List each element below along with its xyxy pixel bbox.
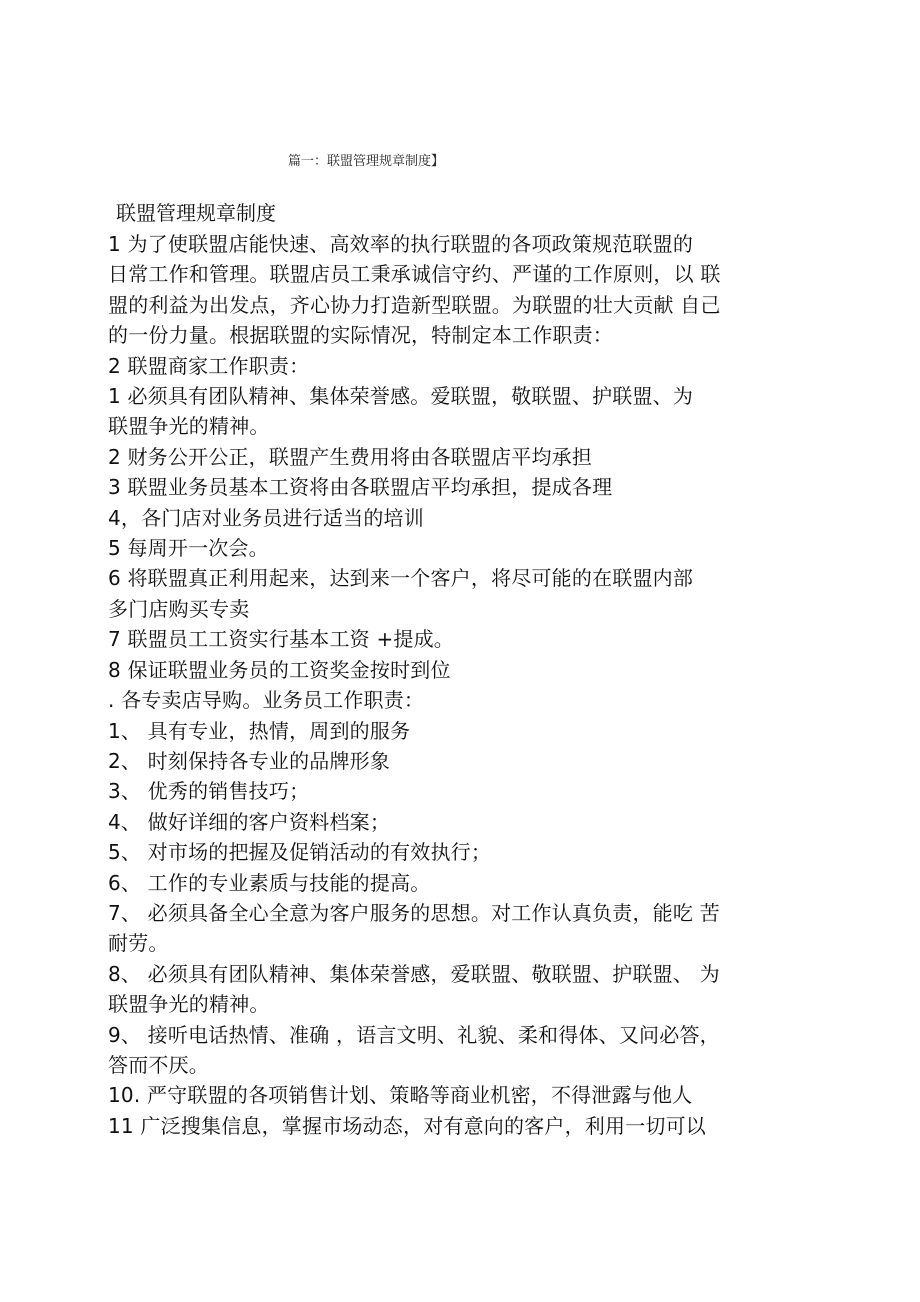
text-line: 3、 优秀的销售技巧；: [108, 779, 310, 804]
text-line: 联盟争光的精神。: [108, 414, 270, 439]
text-line: 1 为了使联盟店能快速、高效率的执行联盟的各项政策规范联盟的: [108, 232, 694, 256]
text-line: 7 联盟员工工资实行基本工资 +提成。: [108, 627, 454, 652]
text-line: 9、 接听电话热情、准确 ，语言文明、礼貌、柔和得体、又问必答，: [108, 1022, 720, 1047]
text-line: 日常工作和管理。联盟店员工秉承诚信守约、严谨的工作原则，以 联: [108, 262, 721, 287]
text-line: 4、 做好详细的客户资料档案；: [108, 809, 391, 834]
document-body: [108, 229, 808, 1141]
text-line: 5 每周开一次会。: [108, 536, 269, 561]
text-line: 6、 工作的专业素质与技能的提高。: [108, 870, 431, 895]
text-line: 多门店购买专卖: [108, 596, 250, 621]
text-line: 2、 时刻保持各专业的品牌形象: [108, 748, 391, 773]
text-line: 3 联盟业务员基本工资将由各联盟店平均承担，提成各理: [108, 475, 613, 500]
text-line: 2 财务公开公正，联盟产生费用将由各联盟店平均承担: [108, 444, 593, 469]
text-line: 1、 具有专业，热情，周到的服务: [108, 718, 411, 743]
text-line: 4，各门店对业务员进行适当的培训: [108, 505, 424, 530]
text-line: 盟的利益为出发点，齐心协力打造新型联盟。为联盟的壮大贡献 自己: [108, 292, 721, 317]
text-line: 7、 必须具备全心全意为客户服务的思想。对工作认真负责，能吃 苦: [108, 900, 720, 925]
text-line: 2 联盟商家工作职责：: [108, 353, 310, 378]
text-line: 1 必须具有团队精神、集体荣誉感。爱联盟，敬联盟、护联盟、为: [108, 384, 694, 409]
text-line: . 各专卖店导购。业务员工作职责：: [108, 688, 425, 713]
text-line: 10. 严守联盟的各项销售计划、策略等商业机密，不得泄露与他人: [108, 1083, 693, 1108]
text-line: 6 将联盟真正利用起来，达到来一个客户，将尽可能的在联盟内部: [108, 566, 694, 591]
document-title: 联盟管理规章制度: [116, 201, 276, 225]
text-line: 答而不厌。: [108, 1052, 209, 1077]
text-line: 的一份力量。根据联盟的实际情况，特制定本工作职责：: [108, 323, 613, 348]
text-line: 耐劳。: [108, 931, 169, 956]
text-line: 8 保证联盟业务员的工资奖金按时到位: [108, 657, 451, 682]
text-line: 联盟争光的精神。: [108, 992, 270, 1017]
document-header: 篇一：联盟管理规章制度】: [288, 154, 445, 169]
text-line: 11 广泛搜集信息，掌握市场动态，对有意向的客户，利用一切可以: [108, 1113, 707, 1138]
text-line: 8、 必须具有团队精神、集体荣誉感，爱联盟、敬联盟、护联盟、 为: [108, 961, 720, 986]
text-line: 5、 对市场的把握及促销活动的有效执行；: [108, 840, 492, 865]
